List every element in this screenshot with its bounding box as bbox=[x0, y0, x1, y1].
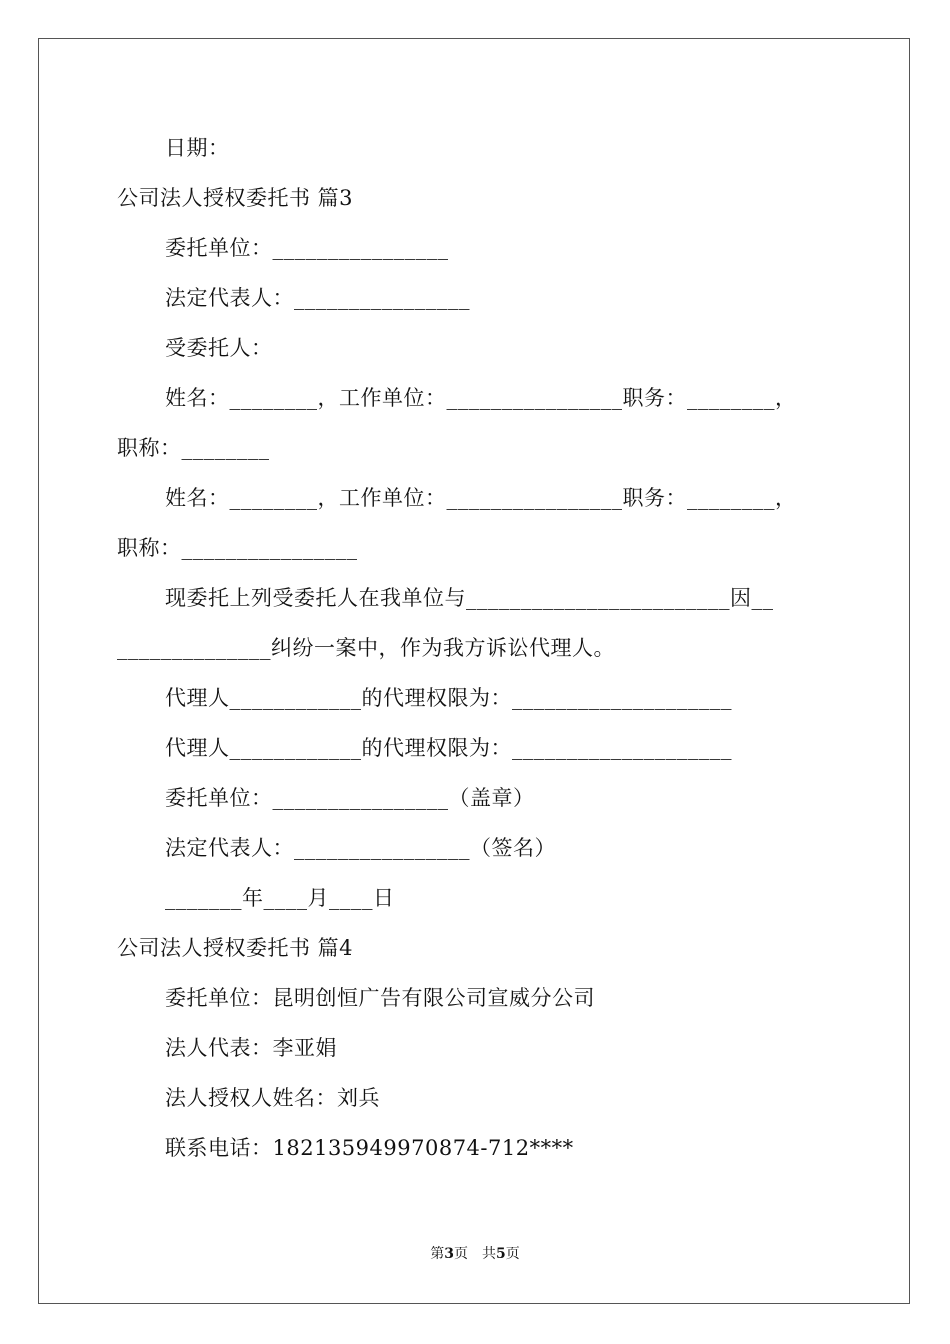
date-blank-line: _______年____月____日 bbox=[165, 886, 395, 910]
legal-representative-line: 法定代表人：________________ bbox=[165, 286, 470, 310]
agent-authority-2: 代理人____________的代理权限为：____________________ bbox=[165, 736, 732, 760]
footer-total-pages: 5 bbox=[496, 1246, 506, 1262]
entrustment-statement-cont: ______________纠纷一案中，作为我方诉讼代理人。 bbox=[117, 636, 615, 660]
entrustment-statement: 现委托上列受委托人在我单位与________________________因__ bbox=[165, 586, 774, 610]
footer-total-prefix: 共 bbox=[482, 1246, 496, 1262]
entrusting-unit-seal-line: 委托单位：________________（盖章） bbox=[165, 786, 535, 810]
legal-representative-sign-line: 法定代表人：________________（签名） bbox=[165, 836, 556, 860]
footer-page-suffix: 页 bbox=[454, 1246, 468, 1262]
footer-page-number: 3 bbox=[444, 1246, 454, 1262]
entrusting-unit-filled: 委托单位：昆明创恒广告有限公司宣威分公司 bbox=[165, 986, 595, 1010]
trustee-1-title-line: 职称：________ bbox=[117, 436, 270, 460]
footer-total-suffix: 页 bbox=[505, 1246, 520, 1262]
entrusting-unit-line: 委托单位：________________ bbox=[165, 236, 449, 260]
legal-representative-filled: 法人代表：李亚娟 bbox=[165, 1036, 337, 1060]
trustee-1-line: 姓名：________，工作单位：________________职务：________， bbox=[165, 386, 797, 410]
trustee-2-line: 姓名：________，工作单位：________________职务：________， bbox=[165, 486, 797, 510]
contact-phone-line: 联系电话：182135949970874-712**** bbox=[165, 1136, 574, 1160]
page-footer bbox=[0, 1244, 950, 1264]
agent-authority-1: 代理人____________的代理权限为：____________________ bbox=[165, 686, 732, 710]
section-heading-4: 公司法人授权委托书 篇4 bbox=[117, 936, 354, 960]
section-heading-3: 公司法人授权委托书 篇3 bbox=[117, 186, 354, 210]
page-border bbox=[38, 38, 910, 1304]
footer-prefix: 第 bbox=[430, 1246, 445, 1262]
authorized-person-filled: 法人授权人姓名：刘兵 bbox=[165, 1086, 380, 1110]
trustee-heading: 受委托人： bbox=[165, 336, 273, 360]
trustee-2-title-line: 职称：________________ bbox=[117, 536, 358, 560]
date-line: 日期： bbox=[165, 136, 230, 160]
